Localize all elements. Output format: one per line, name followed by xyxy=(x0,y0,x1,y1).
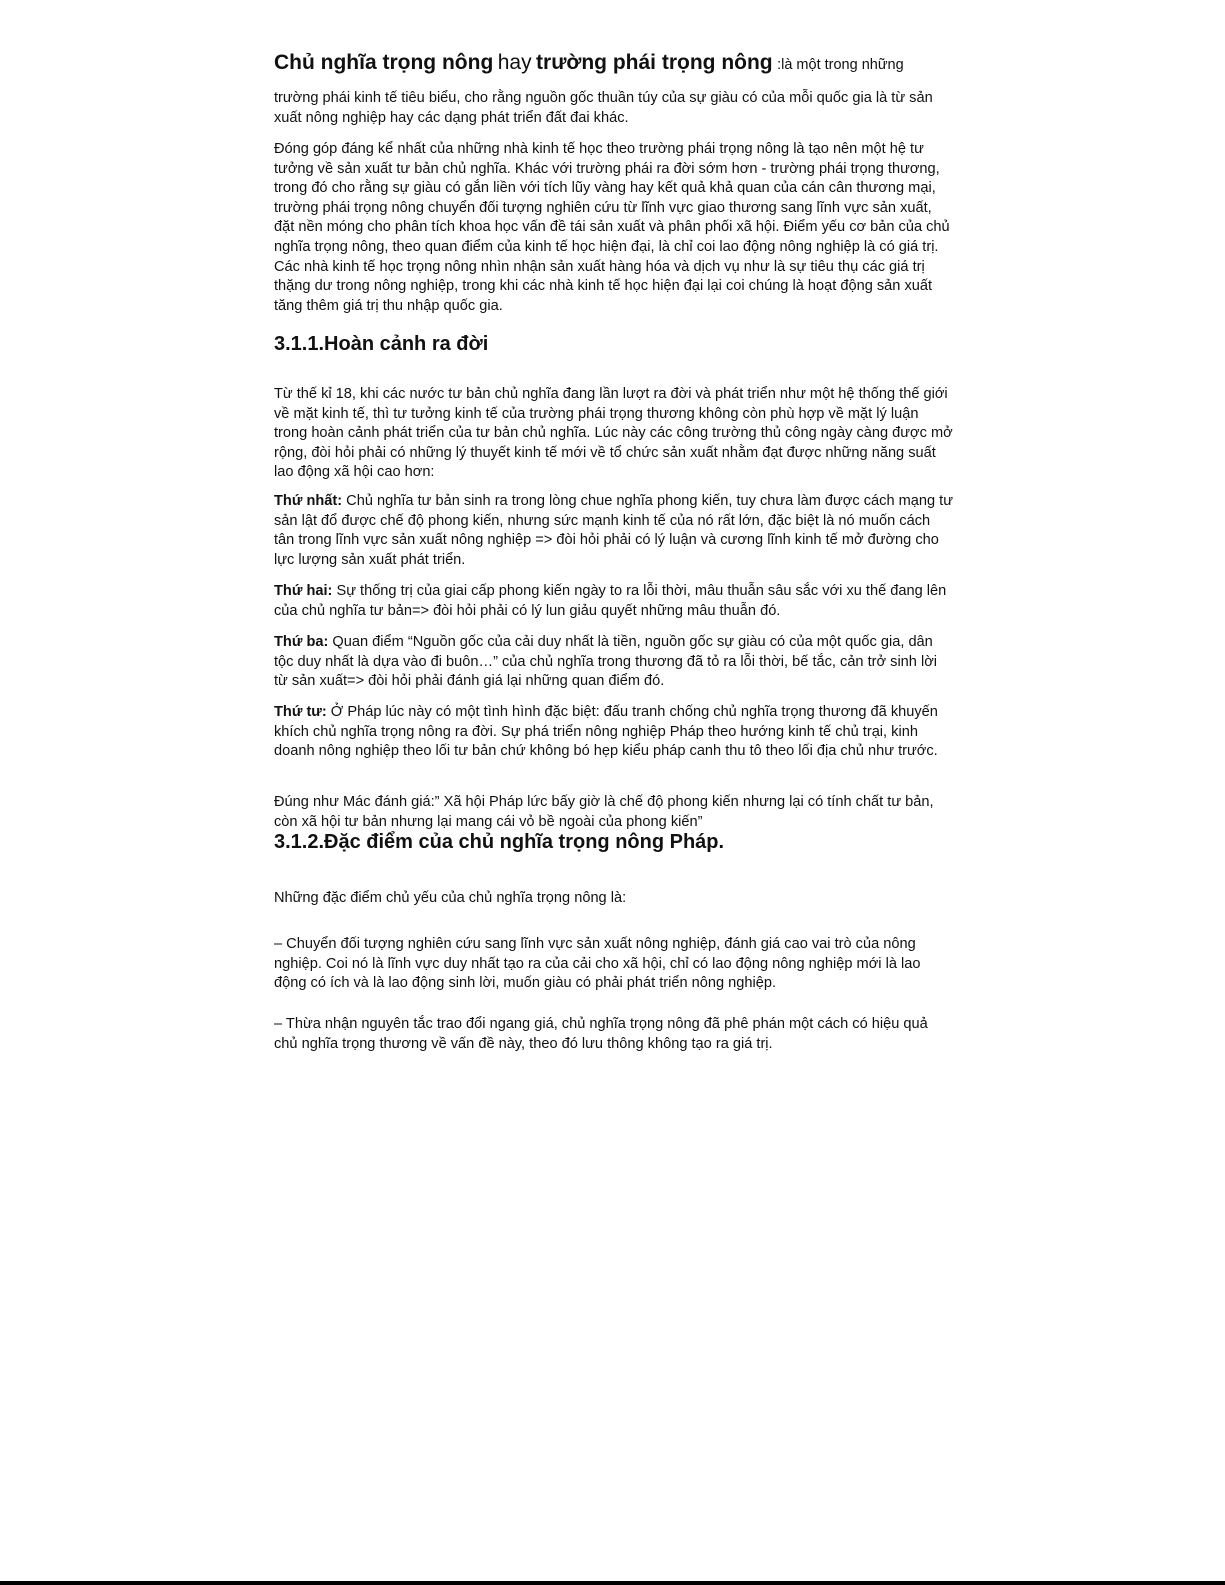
paragraph-second-reason xyxy=(274,582,954,621)
heading-context: 3.1.1.Hoàn cảnh ra đời xyxy=(274,333,489,355)
paragraph-characteristics-intro: Những đặc điểm chủ yếu của chủ nghĩa trọng nông là: xyxy=(274,890,627,906)
paragraph-characteristic-two: – Thừa nhận nguyên tắc trao đổi ngang giá, chủ nghĩa trọng nông đã phê phán một cách có hiệu quả chủ nghĩa trọng thương về vấn đề này, theo đó lưu thông không tạo ra giá trị. xyxy=(274,1016,928,1052)
paragraph-first-reason xyxy=(274,492,954,570)
label-first: Thứ nhất: xyxy=(274,493,343,509)
text-fourth: Ở Pháp lúc này có một tình hình đặc biệt: đấu tranh chống chủ nghĩa trọng thương đã khuyến khích chủ nghĩa trọng nông ra đời. Sự phá triển nông nghiệp Pháp theo hướng kinh tế chủ trại, kinh doanh nông nghiệp theo lối tư bản chứ không bó hẹp kiểu pháp canh thu tô theo lối địa chủ như trước. xyxy=(274,704,938,760)
intro-term-school: trường phái trọng nông xyxy=(536,51,773,74)
text-second: Sự thống trị của giai cấp phong kiến ngày to ra lỗi thời, mâu thuẫn sâu sắc với xu thế đang lên của chủ nghĩa tư bản=> đòi hỏi phải có lý lun giảu quyết những mâu thuẫn đó. xyxy=(274,583,947,619)
paragraph-fourth-reason xyxy=(274,703,954,762)
paragraph-third-reason xyxy=(274,633,954,692)
paragraph-definition: trường phái kinh tế tiêu biểu, cho rằng nguồn gốc thuần túy của sự giàu có của mỗi quốc gia là từ sản xuất nông nghiệp hay các dạng phát triển đất đai khác. xyxy=(274,90,933,126)
intro-connector: hay xyxy=(497,51,532,74)
page-bottom-border xyxy=(0,1581,1225,1585)
intro-term-physiocracy: Chủ nghĩa trọng nông xyxy=(274,51,494,74)
intro-title-line xyxy=(274,48,964,80)
text-third: Quan điểm “Nguồn gốc của cải duy nhất là tiền, nguồn gốc sự giàu có của một quốc gia, dân tộc duy nhất là dựa vào đi buôn…” của chủ nghĩa trong thương đã tỏ ra lỗi thời, bế tắc, cản trở sinh lời từ sản xuất=> đòi hỏi phải đánh giá lại những quan điểm đó. xyxy=(274,634,938,690)
paragraph-context: Từ thế kỉ 18, khi các nước tư bản chủ nghĩa đang lần lượt ra đời và phát triển như một hệ thống thế giới về mặt kinh tế, thì tư tưởng kinh tế của trường phái trọng thương không còn phù hợp về mặt lý luận trong hoàn cảnh phát triển của tư bản chủ nghĩa. Lúc này các công trường thủ công ngày càng được mở rộng, đòi hỏi phải có những lý thuyết kinh tế mới về tổ chức sản xuất nhằm đạt được những năng suất lao động xã hội cao hơn: xyxy=(274,386,953,481)
text-first: Chủ nghĩa tư bản sinh ra trong lòng chue nghĩa phong kiến, tuy chưa làm được cách mạng tư sản lật đổ được chế độ phong kiến, nhưng sức mạnh kinh tế của nó rất lớn, đặc biệt là nó muốn cách tân trong lĩnh vực sản xuất nông nghiệp => đòi hỏi phải có lý luận và cương lĩnh kinh tế mở đường cho lực lượng sản xuất phát triển. xyxy=(274,493,953,568)
heading-characteristics: 3.1.2.Đặc điểm của chủ nghĩa trọng nông Pháp. xyxy=(274,831,725,853)
label-second: Thứ hai: xyxy=(274,583,333,599)
paragraph-contribution: Đóng góp đáng kể nhất của những nhà kinh tế học theo trường phái trọng nông là tạo nên một hệ tư tưởng về sản xuất tư bản chủ nghĩa. Khác với trường phái ra đời sớm hơn - trường phái trọng thương, trong đó cho rằng sự giàu có gắn liền với tích lũy vàng hay kết quả khả quan của cán cân thương mại, trường phái trọng nông chuyển đối tượng nghiên cứu từ lĩnh vực giao thương sang lĩnh vực sản xuất, đặt nền móng cho phân tích khoa học vấn đề tái sản xuất và phân phối xã hội. Điểm yếu cơ bản của chủ nghĩa trọng nông, theo quan điểm của kinh tế học hiện đại, là chỉ coi lao động nông nghiệp là có giá trị. Các nhà kinh tế học trọng nông nhìn nhận sản xuất hàng hóa và dịch vụ như là sự tiêu thụ các giá trị thặng dư trong nông nghiệp, trong khi các nhà kinh tế học hiện đại lại coi chúng là hoạt động sản xuất tăng thêm giá trị thu nhập quốc gia. xyxy=(274,141,950,314)
label-third: Thứ ba: xyxy=(274,634,329,650)
paragraph-marx-quote: Đúng như Mác đánh giá:” Xã hội Pháp lức bấy giờ là chế độ phong kiến nhưng lại có tính chất tư bản, còn xã hội tư bản nhưng lại mang cái vỏ bề ngoài của phong kiến” xyxy=(274,794,934,830)
label-fourth: Thứ tư: xyxy=(274,704,327,720)
paragraph-characteristic-one: – Chuyển đối tượng nghiên cứu sang lĩnh vực sản xuất nông nghiệp, đánh giá cao vai trò của nông nghiệp. Coi nó là lĩnh vực duy nhất tạo ra của cải cho xã hội, chỉ có lao động nông nghiệp mới là lao động có ích và là lao động sinh lời, muốn giàu có phải phát triển nông nghiệp. xyxy=(274,936,921,992)
intro-suffix: :là một trong những xyxy=(777,57,904,73)
